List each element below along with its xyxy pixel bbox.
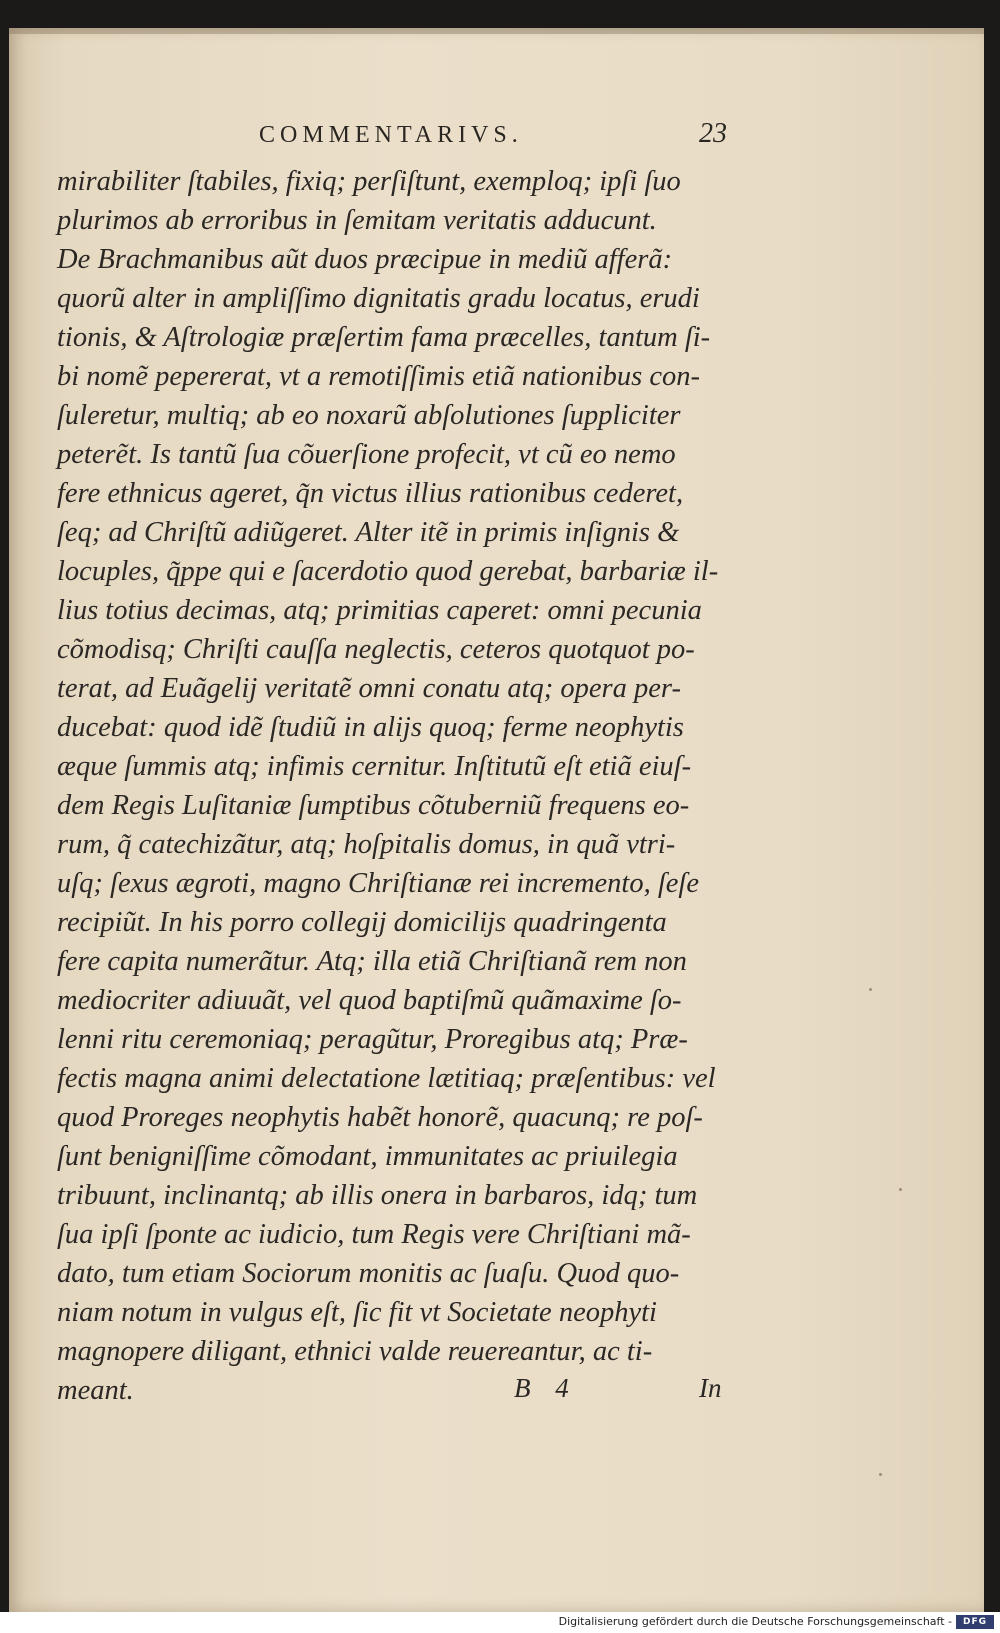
text-line: ducebat: quod idẽ ſtudiũ in alijs quoq; ferme neophytis <box>57 712 684 743</box>
page-footer <box>9 1373 984 1413</box>
text-line: tribuunt, inclinantq; ab illis onera in barbaros, idq; tum <box>57 1180 698 1211</box>
text-line: recipiũt. In his porro collegij domicilijs quadringenta <box>57 907 667 938</box>
credit-bar <box>0 1612 1000 1633</box>
text-line: dem Regis Luſitaniæ ſumptibus cõtuberniũ frequens eo- <box>57 790 690 821</box>
text-line: fere ethnicus ageret, q̃n victus illius rationibus cederet, <box>57 478 684 509</box>
text-line: quorũ alter in ampliſſimo dignitatis gradu locatus, erudi <box>57 283 700 314</box>
paper-speck <box>879 1473 882 1476</box>
text-line: quod Proreges neophytis habẽt honorẽ, quacunq; re poſ- <box>57 1102 703 1133</box>
text-line: lenni ritu ceremoniaq; peragũtur, Proregibus atq; Præ- <box>57 1024 688 1055</box>
paper-speck <box>899 1188 902 1191</box>
text-line: lius totius decimas, atq; primitias caperet: omni pecunia <box>57 595 702 626</box>
text-line: mirabiliter ſtabiles, fixiq; perſiſtunt, exemploq; ipſi ſuo <box>57 166 681 197</box>
text-line: cõmodisq; Chriſti cauſſa neglectis, ceteros quotquot po- <box>57 634 695 665</box>
dfg-logo: DFG <box>956 1615 994 1629</box>
text-line: rum, q̃ catechizãtur, atq; hoſpitalis domus, in quã vtri- <box>57 829 676 860</box>
text-line: ſeq; ad Chriſtũ adiũgeret. Alter itẽ in primis inſignis & <box>57 517 680 548</box>
text-line: ſunt benigniſſime cõmodant, immunitates ac priuilegia <box>57 1141 678 1172</box>
text-line: De Brachmanibus aũt duos præcipue in mediũ afferã: <box>57 244 673 275</box>
text-line: peterẽt. Is tantũ ſua cõuerſione profecit, vt cũ eo nemo <box>57 439 676 470</box>
text-line: terat, ad Euãgelij veritatẽ omni conatu atq; opera per- <box>57 673 681 704</box>
page-number: 23 <box>699 118 727 149</box>
text-line: magnopere diligant, ethnici valde reuereantur, ac ti- <box>57 1336 653 1367</box>
running-head: COMMENTARIVS. <box>259 122 523 148</box>
paper-speck <box>869 988 872 991</box>
book-page <box>9 28 984 1612</box>
text-line: locuples, q̃ppe qui e ſacerdotio quod gerebat, barbariæ il- <box>57 556 719 587</box>
body-text <box>57 162 757 1410</box>
text-line: meant. <box>57 1375 134 1406</box>
text-line: ſuleretur, multiq; ab eo noxarũ abſolutiones ſuppliciter <box>57 400 681 431</box>
text-line: niam notum in vulgus eſt, ſic fit vt Societate neophyti <box>57 1297 657 1328</box>
text-line: fere capita numerãtur. Atq; illa etiã Chriſtianã rem non <box>57 946 687 977</box>
catchword: In <box>699 1373 722 1403</box>
page-header <box>9 100 984 150</box>
text-line: tionis, & Aſtrologiæ præſertim fama præcelles, tantum ſi- <box>57 322 711 353</box>
text-line: uſq; ſexus ægroti, magno Chriſtianæ rei incremento, ſeſe <box>57 868 699 899</box>
text-line: plurimos ab erroribus in ſemitam veritatis adducunt. <box>57 205 657 236</box>
text-line: fectis magna animi delectatione lætitiaq; præſentibus: vel <box>57 1063 716 1094</box>
page-edge <box>9 28 984 34</box>
signature-mark: B 4 <box>514 1373 569 1403</box>
text-line: dato, tum etiam Sociorum monitis ac ſuaſu. Quod quo- <box>57 1258 680 1289</box>
text-line: mediocriter adiuuãt, vel quod baptiſmũ quãmaxime ſo- <box>57 985 682 1016</box>
text-line: bi nomẽ pepererat, vt a remotiſſimis etiã nationibus con- <box>57 361 701 392</box>
text-line: æque ſummis atq; infimis cernitur. Inſtitutũ eſt etiã eiuſ- <box>57 751 692 782</box>
credit-text: Digitalisierung gefördert durch die Deutsche Forschungsgemeinschaft - <box>558 1615 952 1628</box>
text-line: ſua ipſi ſponte ac iudicio, tum Regis vere Chriſtiani mã- <box>57 1219 691 1250</box>
